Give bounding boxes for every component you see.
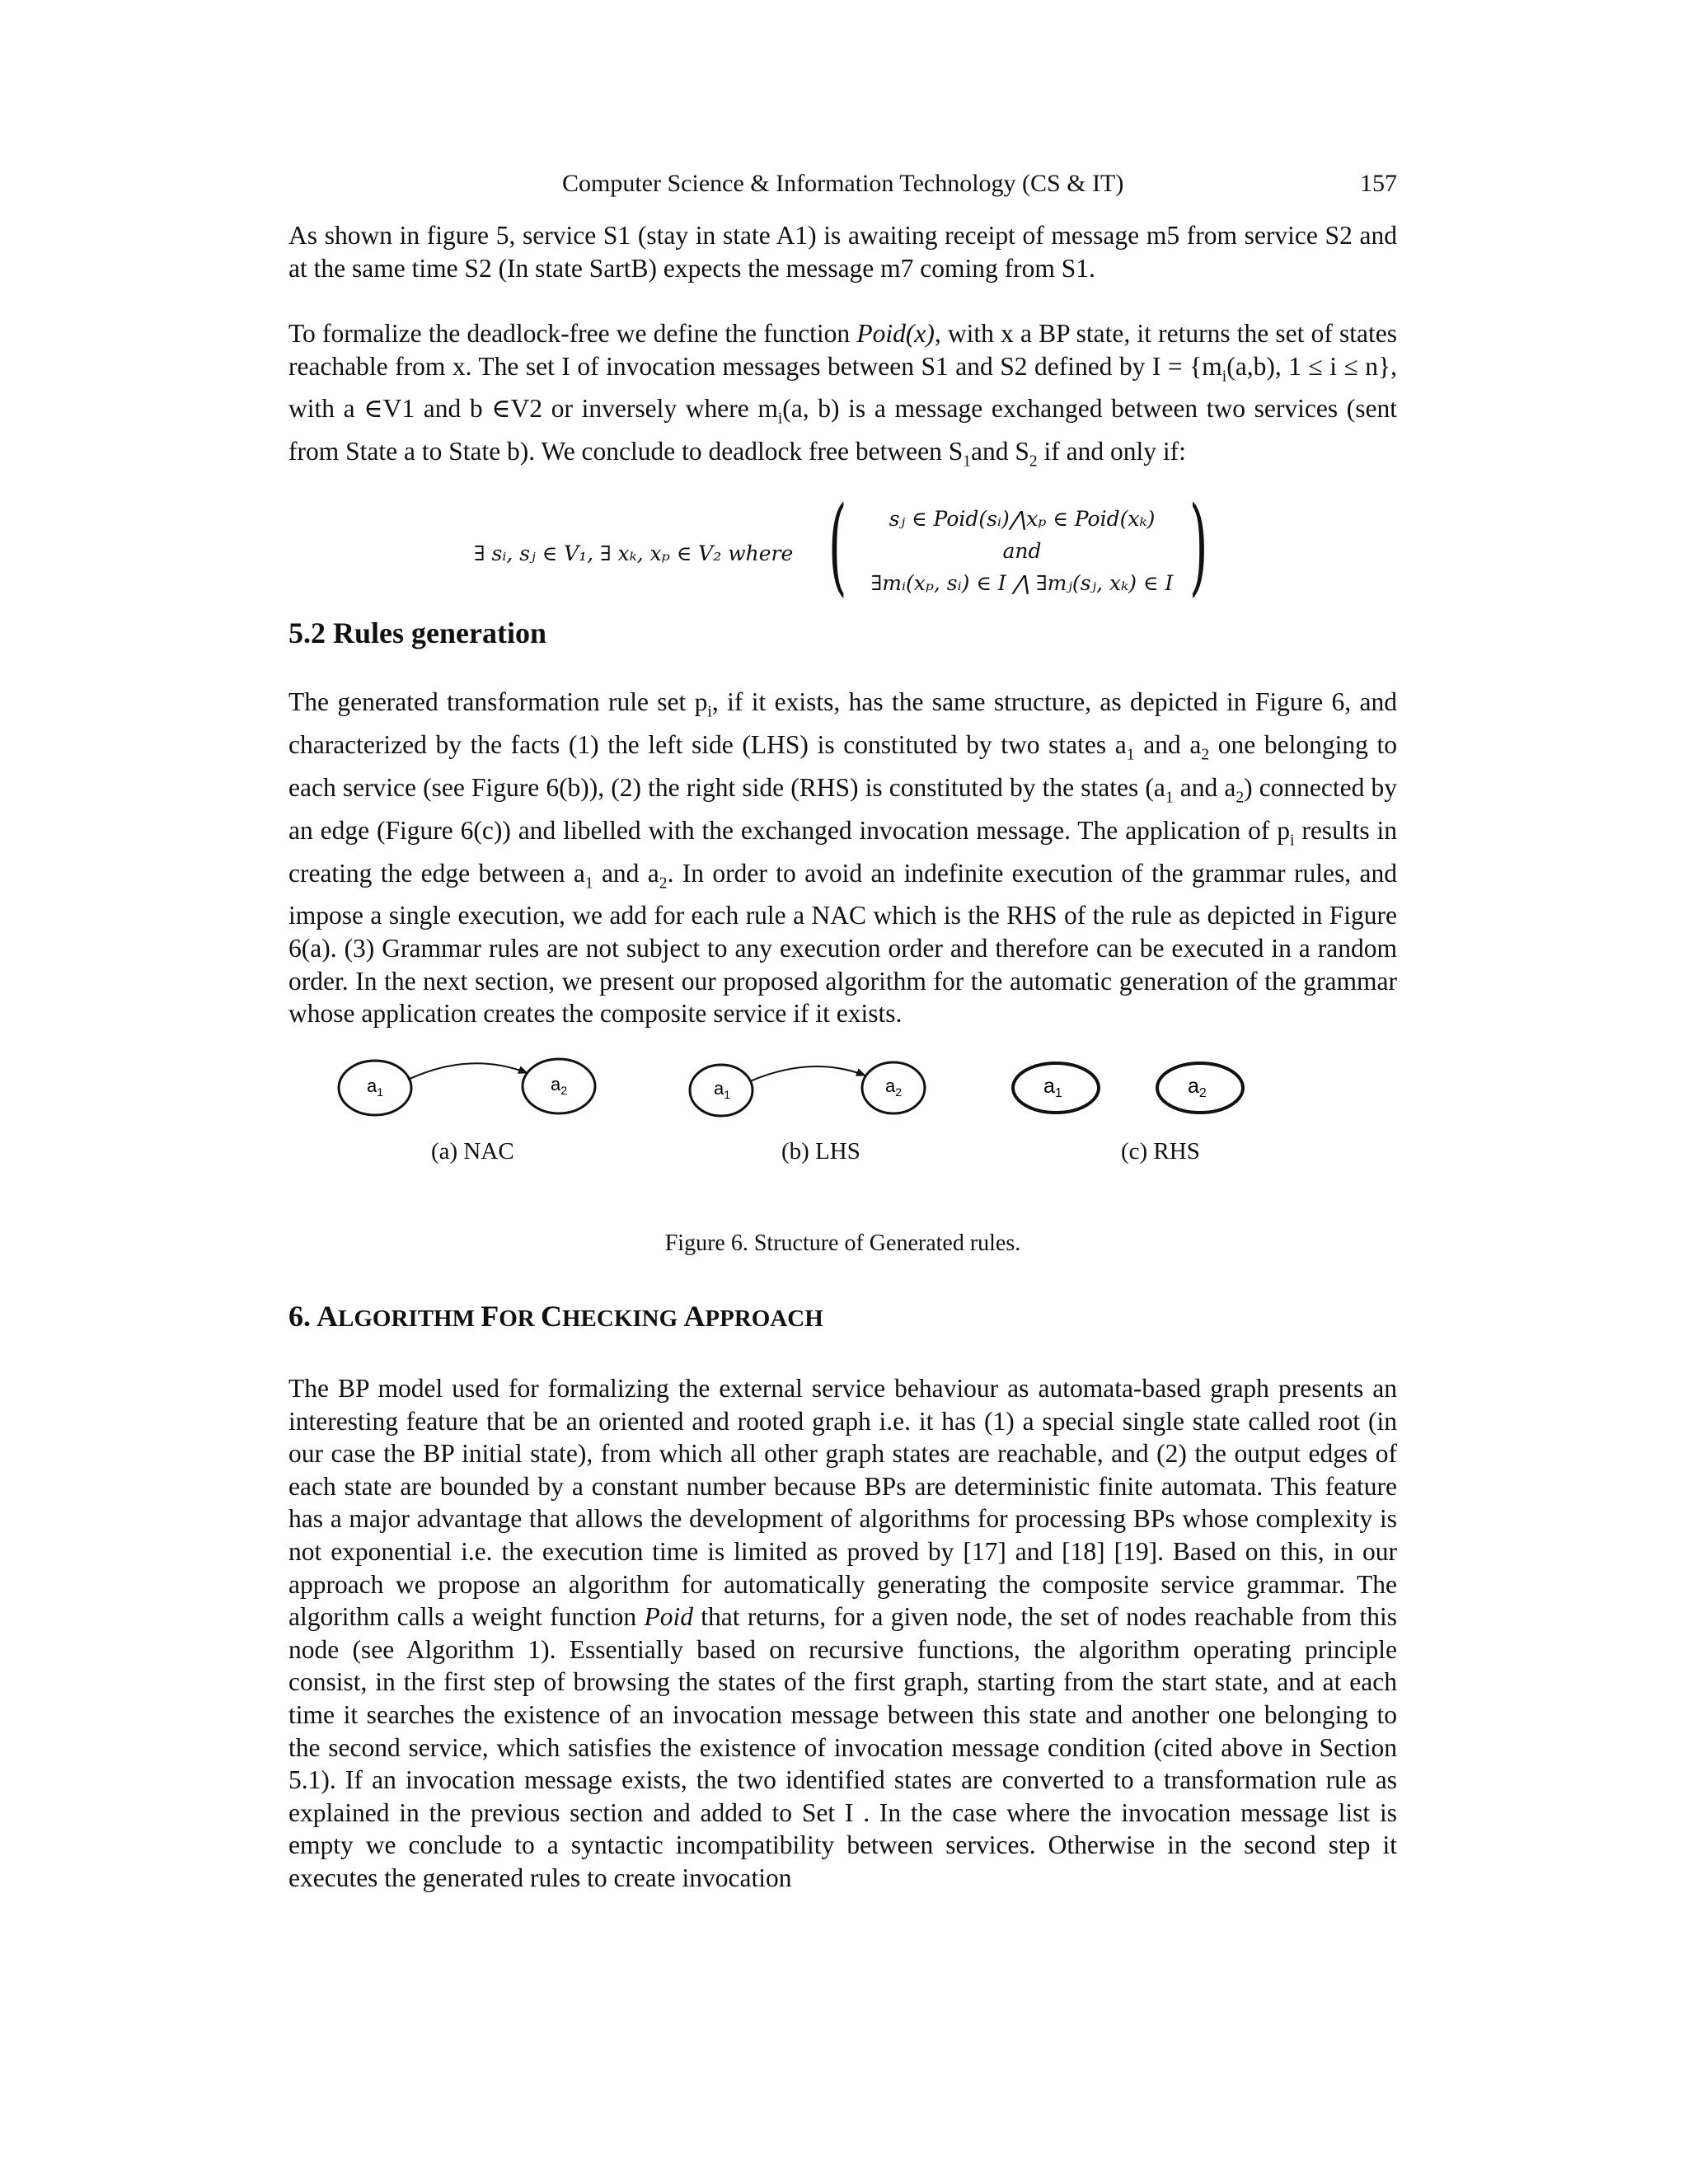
figure-6b-lhs xyxy=(690,1062,925,1116)
subscript: 2 xyxy=(1029,452,1038,471)
text-run: (a, b) is a message exchanged between two services (sent from State a to State b). We conclude to deadlock free between S xyxy=(288,394,1397,466)
text-run: (a,b), 1 ≤ i ≤ n}, with a ∈V1 and b ∈V2 or inversely where m xyxy=(288,351,1397,424)
subscript: i xyxy=(777,410,783,428)
text-run: and S xyxy=(970,437,1029,466)
text-run: and a xyxy=(1134,729,1202,759)
subfigure-caption-c: (c) RHS xyxy=(1121,1138,1200,1165)
figure-6a-nac xyxy=(339,1059,595,1115)
text-run: results in creating the edge between a xyxy=(288,815,1397,888)
right-parenthesis: ) xyxy=(1189,485,1208,607)
section-heading-6 xyxy=(288,1299,823,1333)
node-label-a1: $a_1$ xyxy=(1043,1075,1062,1100)
subscript: 1 xyxy=(1126,746,1135,764)
heading-text: A xyxy=(316,1300,339,1333)
formula-row-3: ∃mᵢ(xₚ, sᵢ) ∈ I ⋀ ∃mⱼ(sⱼ, xₖ) ∈ I xyxy=(870,571,1174,595)
node-label-a2: $a_2$ xyxy=(551,1074,568,1097)
section-heading-5-2: 5.2 Rules generation xyxy=(288,616,546,649)
section-number: 6. xyxy=(288,1300,317,1333)
heading-text: OR xyxy=(499,1305,541,1332)
node-label-a1: $a_1$ xyxy=(367,1076,384,1099)
page-number: 157 xyxy=(1360,170,1397,197)
node-label-a1: $a_1$ xyxy=(714,1078,731,1101)
subscript: 2 xyxy=(1236,789,1245,807)
node-label-a2: $a_2$ xyxy=(885,1076,903,1099)
subscript: i xyxy=(707,703,712,721)
text-run: if and only if: xyxy=(1037,437,1186,466)
subscript: 1 xyxy=(584,874,593,892)
subscript: 1 xyxy=(963,452,971,471)
paragraph-text xyxy=(288,1372,1397,1895)
subfigure-caption-b: (b) LHS xyxy=(781,1138,860,1165)
heading-text: LGORITHM xyxy=(338,1305,481,1332)
heading-text: C xyxy=(540,1300,562,1333)
formula-lhs: ∃ sᵢ, sⱼ ∈ V₁, ∃ xₖ, xₚ ∈ V₂ where xyxy=(474,541,794,565)
heading-text: HECKING xyxy=(561,1305,684,1332)
text-run: , with x a BP state, it returns the set of states reachable from x. The set I of invocation messages between S1 and S2 defined by I = {m xyxy=(288,319,1397,381)
subfigure-caption-a: (a) NAC xyxy=(431,1138,514,1165)
subscript: 2 xyxy=(659,874,668,892)
subscript: 1 xyxy=(1165,789,1174,807)
heading-text: PPROACH xyxy=(705,1305,823,1332)
running-title: Computer Science & Information Technology (CS & IT) xyxy=(562,170,1124,197)
text-run: , if it exists, has the same structure, as depicted in Figure 6, and characterized by the facts (1) the left side (LHS) is constituted by two states a xyxy=(288,687,1397,759)
paragraph-algorithm xyxy=(288,1372,1397,1895)
heading-text: F xyxy=(481,1300,499,1333)
function-name: Poid(x) xyxy=(856,319,935,348)
heading-text: A xyxy=(683,1300,706,1333)
formula-row-1: sⱼ ∈ Poid(sᵢ)⋀xₚ ∈ Poid(xₖ) xyxy=(889,507,1156,531)
text-run: ) connected by an edge (Figure 6(c)) and libelled with the exchanged invocation message. The application of p xyxy=(288,772,1397,845)
text-run: and a xyxy=(1173,772,1236,802)
function-name: Poid xyxy=(644,1602,693,1632)
text-run: The BP model used for formalizing the external service behaviour as automata-based graph presents an interesting feature that be an oriented and rooted graph i.e. it has (1) a special single state called root (in our case the BP initial state), from which all other graph states are reachable, and (2) the output edges of each state are bounded by a constant number because BPs are deterministic finite automata. This feature has a major advantage that allows the development of algorithms for processing BPs whose complexity is not exponential i.e. the execution time is limited as proved by [17] and [18] [19]. Based on this, in our approach we propose an algorithm for automatically generating the composite service grammar. The algorithm calls a weight function xyxy=(288,1374,1397,1632)
left-parenthesis: ( xyxy=(828,485,847,607)
edge-arrow xyxy=(750,1066,865,1081)
text-run: that returns, for a given node, the set of nodes reachable from this node (see Algorithm 1). Essentially based on recursive functions, the algorithm operating principle consist, in the first step of browsing the states of the first graph, starting from the start state, and at each time it searches the existence of an invocation message between this state and another one belonging to the second service, which satisfies the existence of invocation message condition (cited above in Section 5.1). If an invocation message exists, the two identified states are converted to a transformation rule as explained in the previous section and added to Set I . In the case where the invocation message list is empty we conclude to a syntactic incompatibility between services. Otherwise in the second step it executes the generated rules to create invocation xyxy=(288,1602,1397,1892)
subscript: 2 xyxy=(1201,746,1210,764)
figure-6c-rhs xyxy=(1013,1063,1243,1113)
text-run: one belonging to each service (see Figure 6(b)), (2) the right side (RHS) is constituted by the states (a xyxy=(288,729,1397,802)
edge-arrow xyxy=(408,1063,528,1080)
subscript: i xyxy=(1289,831,1295,849)
formula-row-2: and xyxy=(1002,539,1042,563)
paragraph-text: As shown in figure 5, service S1 (stay in state A1) is awaiting receipt of message m5 from service S2 and at the same time S2 (In state SartB) expects the message m7 coming from S1. xyxy=(288,221,1397,283)
text-run: To formalize the deadlock-free we define the function xyxy=(288,319,857,348)
text-run: . In order to avoid an indefinite execution of the grammar rules, and impose a single execution, we add for each rule a NAC which is the RHS of the rule as depicted in Figure 6(a). (3) Grammar rules are not subject to any execution order and therefore can be executed in a random order. In the next section, we present our proposed algorithm for the automatic generation of the grammar whose application creates the composite service if it exists. xyxy=(288,858,1398,1029)
subscript: i xyxy=(1221,367,1227,385)
figure-6-caption: Figure 6. Structure of Generated rules. xyxy=(664,1230,1021,1256)
node-label-a2: $a_2$ xyxy=(1188,1075,1207,1100)
text-run: and a xyxy=(593,858,659,888)
text-run: The generated transformation rule set p xyxy=(288,687,708,716)
